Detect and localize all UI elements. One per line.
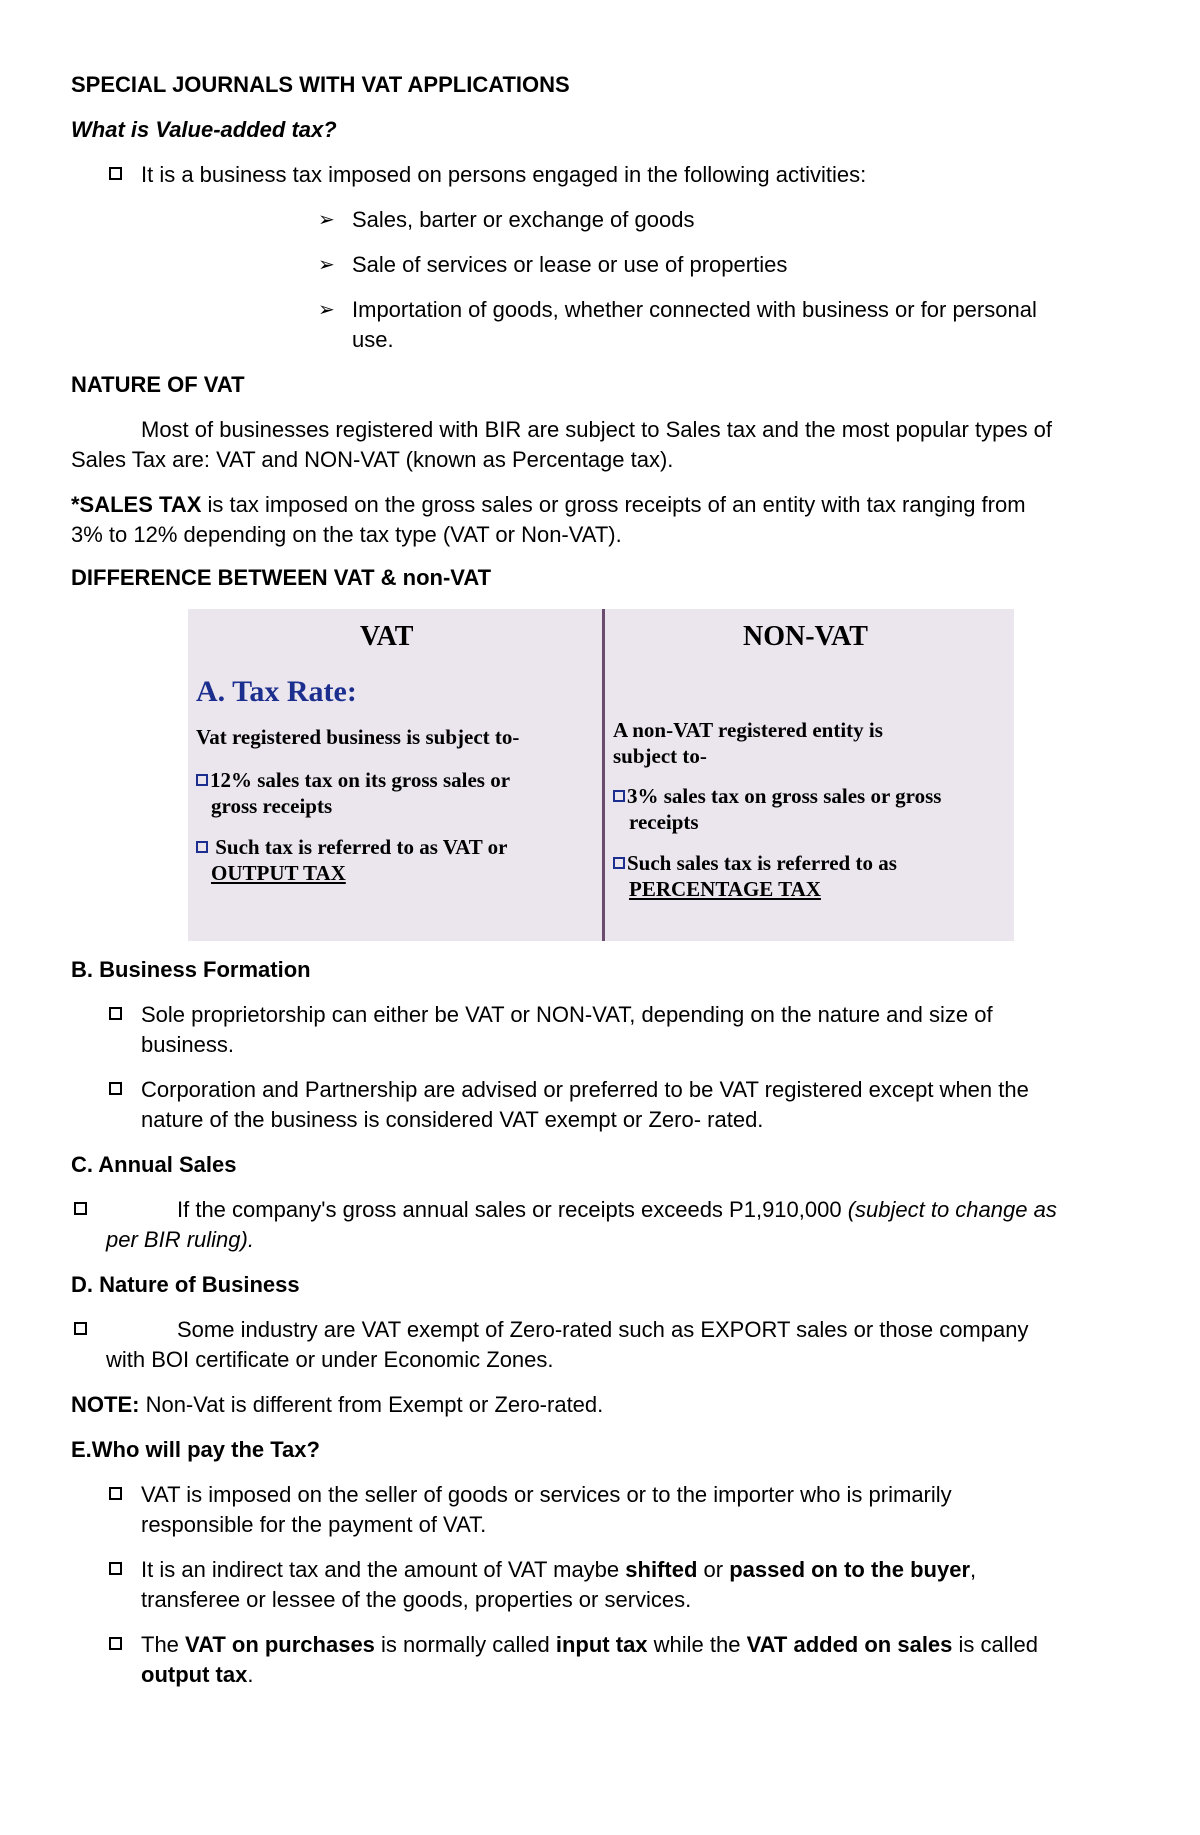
business-formation-heading: B. Business Formation	[71, 957, 311, 982]
annual-sales-heading: C. Annual Sales	[71, 1152, 237, 1177]
nature-paragraph-line1: Most of businesses registered with BIR are subject to Sales tax and the most popular types of	[141, 417, 1053, 442]
checkbox-bullet-icon	[74, 1322, 87, 1335]
business-formation-bullet-1: Sole proprietorship can either be VAT or NON-VAT, depending on the nature and size of	[141, 1002, 993, 1027]
vat-column-header: VAT	[360, 621, 414, 652]
sales-tax-term: *SALES TAX	[71, 492, 202, 517]
annual-sales-text-line2: per BIR ruling).	[106, 1227, 254, 1252]
checkbox-bullet-icon	[109, 1007, 122, 1020]
nonvat-intro-text-line2: subject to-	[613, 744, 707, 768]
nonvat-bullet-2: Such sales tax is referred to as	[613, 850, 897, 876]
who-pays-heading: E.Who will pay the Tax?	[71, 1437, 320, 1462]
nature-of-business-heading: D. Nature of Business	[71, 1272, 300, 1297]
who-pays-bullet-1-line2: responsible for the payment of VAT.	[141, 1512, 487, 1537]
checkbox-bullet-icon	[74, 1202, 87, 1215]
vat-bullet-1: 12% sales tax on its gross sales or	[196, 767, 510, 793]
nonvat-intro-text: A non-VAT registered entity is	[613, 718, 883, 742]
arrow-bullet-icon: ➢	[318, 299, 335, 321]
arrow-bullet-icon: ➢	[318, 254, 335, 276]
business-formation-bullet-2-line2: nature of the business is considered VAT exempt or Zero- rated.	[141, 1107, 764, 1132]
vat-bullet-2: Such tax is referred to as VAT or	[196, 834, 508, 860]
who-pays-bullet-3: The VAT on purchases is normally called input tax while the VAT added on sales is called	[141, 1632, 1038, 1657]
checkbox-bullet-icon	[109, 1487, 122, 1500]
column-divider	[602, 609, 605, 941]
intro-bullet-text: It is a business tax imposed on persons engaged in the following activities:	[141, 162, 867, 187]
vat-intro-text: Vat registered business is subject to-	[196, 725, 520, 749]
checkbox-bullet-icon	[109, 1562, 122, 1575]
who-pays-bullet-2: It is an indirect tax and the amount of VAT maybe shifted or passed on to the buyer,	[141, 1557, 977, 1582]
nature-of-vat-heading: NATURE OF VAT	[71, 372, 245, 397]
vat-question-heading: What is Value-added tax?	[71, 117, 337, 142]
document-title: SPECIAL JOURNALS WITH VAT APPLICATIONS	[71, 72, 570, 97]
business-formation-bullet-2: Corporation and Partnership are advised or preferred to be VAT registered except when the	[141, 1077, 1029, 1102]
who-pays-bullet-1: VAT is imposed on the seller of goods or services or to the importer who is primarily	[141, 1482, 952, 1507]
difference-heading: DIFFERENCE BETWEEN VAT & non-VAT	[71, 565, 492, 590]
nature-of-business-text: Some industry are VAT exempt of Zero-rated such as EXPORT sales or those company	[177, 1317, 1029, 1342]
checkbox-bullet-icon	[196, 841, 208, 853]
tax-rate-title: A. Tax Rate:	[196, 675, 357, 708]
percentage-tax-term: PERCENTAGE TAX	[629, 877, 821, 901]
business-formation-bullet-1-line2: business.	[141, 1032, 234, 1057]
vat-comparison-table	[188, 609, 1014, 941]
activity-item: Sales, barter or exchange of goods	[352, 207, 695, 232]
nonvat-bullet-1: 3% sales tax on gross sales or gross	[613, 783, 941, 809]
sales-tax-definition	[71, 490, 1026, 520]
activity-item: Sale of services or lease or use of properties	[352, 252, 788, 277]
who-pays-bullet-2-line2: transferee or lessee of the goods, properties or services.	[141, 1587, 692, 1612]
vat-bullet-1-line2: gross receipts	[211, 794, 333, 818]
output-tax-term: OUTPUT TAX	[211, 861, 346, 885]
checkbox-bullet-icon	[109, 167, 122, 180]
checkbox-bullet-icon	[613, 790, 625, 802]
annual-sales-text: If the company's gross annual sales or receipts exceeds P1,910,000 (subject to change as	[177, 1197, 1057, 1222]
note-text: NOTE: Non-Vat is different from Exempt or Zero-rated.	[71, 1392, 604, 1417]
arrow-bullet-icon: ➢	[318, 209, 335, 231]
checkbox-bullet-icon	[109, 1082, 122, 1095]
note-label: NOTE:	[71, 1392, 140, 1417]
activity-item: Importation of goods, whether connected with business or for personal	[352, 297, 1037, 322]
nonvat-column-header: NON-VAT	[743, 621, 868, 652]
checkbox-bullet-icon	[196, 774, 208, 786]
nonvat-bullet-1-line2: receipts	[629, 810, 699, 834]
nature-of-business-text-line2: with BOI certificate or under Economic Zones.	[106, 1347, 554, 1372]
sales-tax-text: is tax imposed on the gross sales or gross receipts of an entity with tax ranging from	[201, 492, 1026, 517]
activity-item-continued: use.	[352, 327, 394, 352]
sales-tax-definition-line2: 3% to 12% depending on the tax type (VAT or Non-VAT).	[71, 522, 622, 547]
who-pays-bullet-3-line2: output tax.	[141, 1662, 254, 1687]
checkbox-bullet-icon	[613, 857, 625, 869]
checkbox-bullet-icon	[109, 1637, 122, 1650]
nature-paragraph-line2: Sales Tax are: VAT and NON-VAT (known as Percentage tax).	[71, 447, 674, 472]
